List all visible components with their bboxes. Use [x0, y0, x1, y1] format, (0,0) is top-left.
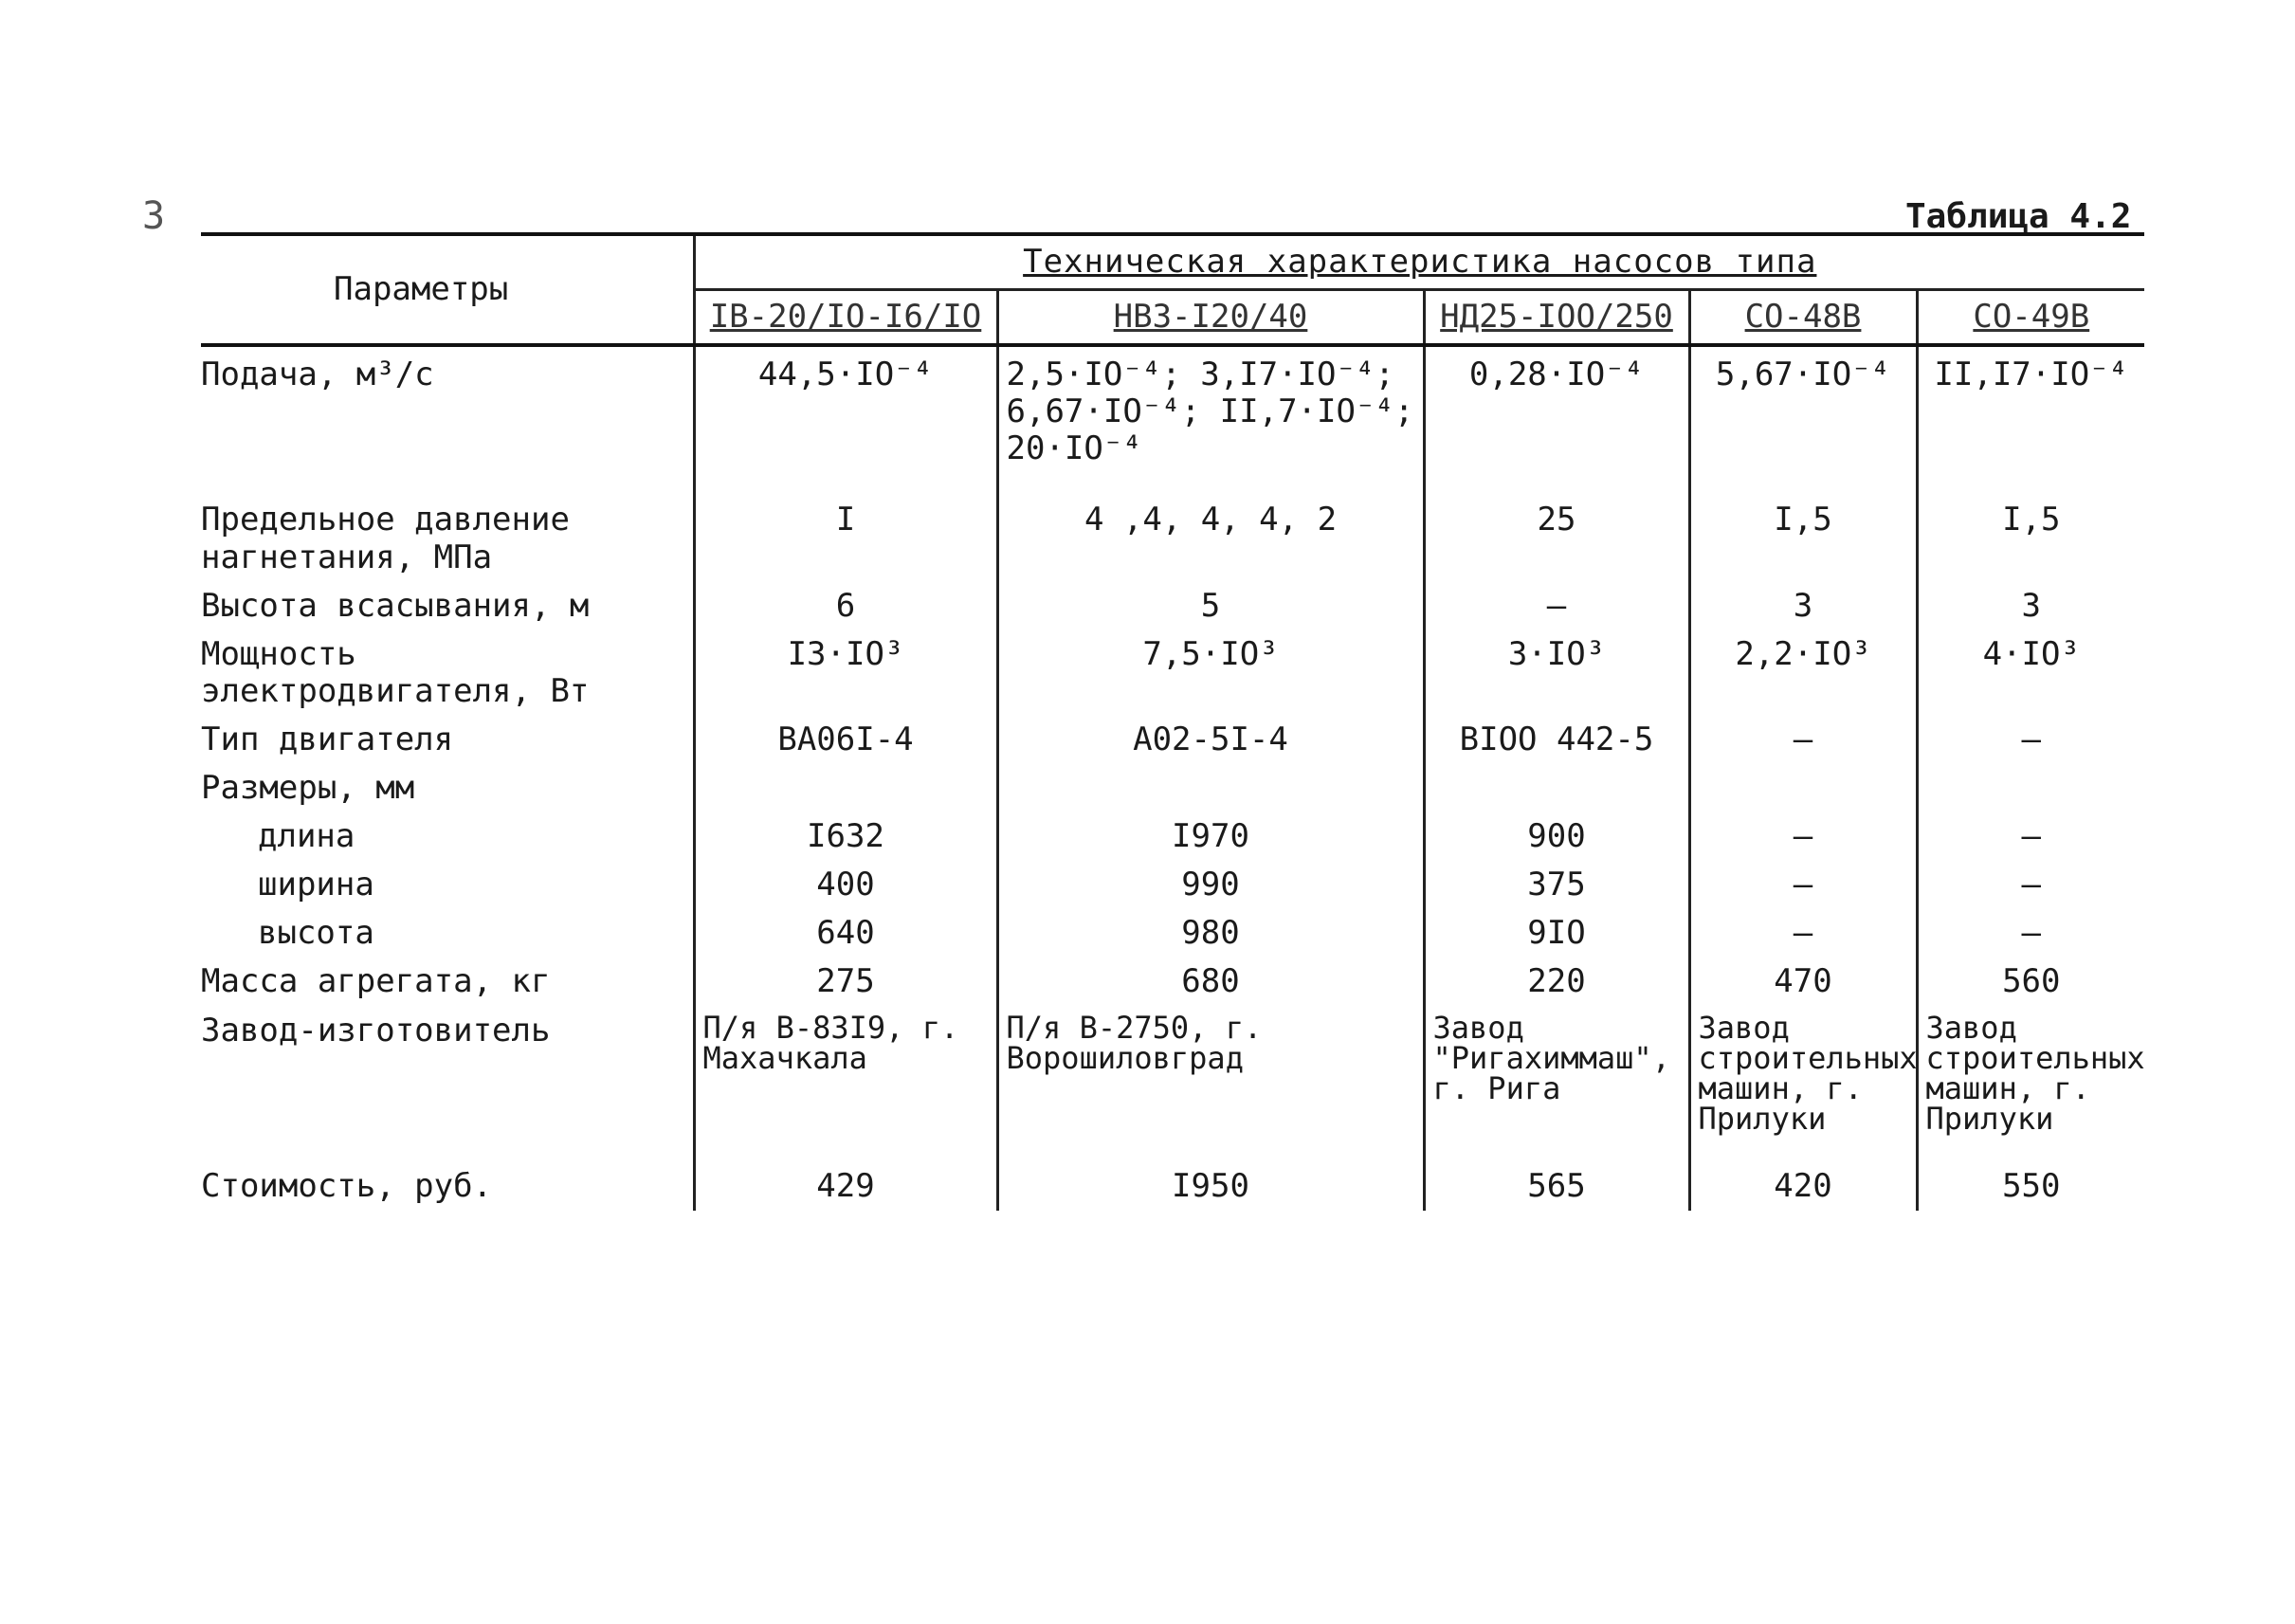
param-label: Масса агрегата, кг: [201, 962, 551, 1001]
table-cell: –: [1917, 812, 2144, 861]
param-column-header: Параметры: [201, 234, 694, 345]
model-header: НВЗ-I20/40: [997, 290, 1424, 346]
table-cell: [997, 764, 1424, 812]
table-cell: 3: [1689, 582, 1917, 630]
table-row: [201, 1007, 2144, 1162]
table-cell: 560: [1917, 958, 2144, 1006]
table-cell: [694, 764, 997, 812]
table-cell: –: [1917, 716, 2144, 764]
table-cell: 44,5·IО⁻⁴: [694, 345, 997, 496]
table-row: [201, 496, 2144, 581]
table-cell: I3·IО³: [694, 630, 997, 716]
table-cell: I632: [694, 812, 997, 861]
table-cell: 6: [694, 582, 997, 630]
table-cell: –: [1917, 909, 2144, 958]
table-cell: –: [1689, 812, 1917, 861]
model-header: СО-48В: [1689, 290, 1917, 346]
table-cell: 4·IО³: [1917, 630, 2144, 716]
table-cell: ВА06I-4: [694, 716, 997, 764]
table-cell: 990: [997, 861, 1424, 909]
table-cell: 7,5·IО³: [997, 630, 1424, 716]
table-cell: П/я В-2750, г. Ворошиловград: [997, 1007, 1424, 1162]
table-cell: 9IО: [1424, 909, 1689, 958]
table-row: [201, 764, 2144, 812]
table-cell: 900: [1424, 812, 1689, 861]
param-label: Размеры, мм: [201, 769, 415, 808]
param-label: Тип двигателя: [201, 720, 454, 758]
table-cell: I950: [997, 1162, 1424, 1211]
table-cell: 4 ,4, 4, 4, 2: [997, 496, 1424, 581]
table-row: [201, 861, 2144, 909]
group-header: Техническая характеристика насосов типа: [694, 234, 2144, 290]
table-row: [201, 1162, 2144, 1211]
table-cell: 429: [694, 1162, 997, 1211]
table-cell: 550: [1917, 1162, 2144, 1211]
table-cell: –: [1689, 716, 1917, 764]
table-caption: Таблица 4.2: [1905, 197, 2132, 236]
table-row: [201, 345, 2144, 496]
param-label: Завод-изготовитель: [201, 1011, 551, 1049]
param-label: Стоимость, руб.: [201, 1166, 493, 1205]
table-row: [201, 958, 2144, 1006]
table-cell: [1689, 764, 1917, 812]
param-label: Мощность электродвигателя, Вт: [201, 634, 590, 710]
table-cell: 2,5·IО⁻⁴; 3,I7·IО⁻⁴; 6,67·IО⁻⁴; II,7·IО⁻⁴; 20·IО⁻⁴: [997, 345, 1424, 496]
param-label: Подача, м³/с: [201, 356, 434, 394]
table-cell: 640: [694, 909, 997, 958]
table-cell: 5: [997, 582, 1424, 630]
table-cell: [1424, 764, 1689, 812]
table-cell: 980: [997, 909, 1424, 958]
table-row: [201, 909, 2144, 958]
table-cell: –: [1424, 582, 1689, 630]
table-cell: 680: [997, 958, 1424, 1006]
model-header: IВ-20/IО-I6/IО: [694, 290, 997, 346]
table-row: [201, 582, 2144, 630]
table-row: [201, 716, 2144, 764]
table-cell: I,5: [1917, 496, 2144, 581]
table-cell: 2,2·IО³: [1689, 630, 1917, 716]
table-cell: 275: [694, 958, 997, 1006]
table-cell: Завод "Ригахиммаш", г. Рига: [1424, 1007, 1689, 1162]
table-cell: 220: [1424, 958, 1689, 1006]
param-label: длина: [258, 817, 355, 856]
table-cell: I,5: [1689, 496, 1917, 581]
param-label: высота: [258, 914, 374, 953]
table-cell: –: [1689, 909, 1917, 958]
table-cell: 565: [1424, 1162, 1689, 1211]
table-cell: –: [1689, 861, 1917, 909]
header-row-group: [201, 234, 2144, 290]
pump-spec-table: [201, 232, 2144, 1211]
table-cell: I: [694, 496, 997, 581]
table-cell: 400: [694, 861, 997, 909]
page-mark: 3: [142, 194, 166, 238]
model-header: НД25-IОО/250: [1424, 290, 1689, 346]
table-cell: 420: [1689, 1162, 1917, 1211]
table-cell: Завод строительных машин, г. Прилуки: [1689, 1007, 1917, 1162]
table-row: [201, 812, 2144, 861]
param-label: ширина: [258, 866, 374, 904]
table-cell: 375: [1424, 861, 1689, 909]
table-cell: П/я В-83I9, г. Махачкала: [694, 1007, 997, 1162]
table-cell: 3·IО³: [1424, 630, 1689, 716]
param-label: Предельное давление нагнетания, МПа: [201, 501, 570, 576]
table-cell: 5,67·IО⁻⁴: [1689, 345, 1917, 496]
table-cell: 0,28·IО⁻⁴: [1424, 345, 1689, 496]
table-cell: I970: [997, 812, 1424, 861]
table-cell: 470: [1689, 958, 1917, 1006]
table-cell: 3: [1917, 582, 2144, 630]
table-cell: [1917, 764, 2144, 812]
table-cell: А02-5I-4: [997, 716, 1424, 764]
model-header: СО-49В: [1917, 290, 2144, 346]
table-cell: Завод строительных машин, г. Прилуки: [1917, 1007, 2144, 1162]
table-cell: II,I7·IО⁻⁴: [1917, 345, 2144, 496]
table-cell: 25: [1424, 496, 1689, 581]
table-cell: ВIОО 442-5: [1424, 716, 1689, 764]
table-cell: –: [1917, 861, 2144, 909]
param-label: Высота всасывания, м: [201, 586, 590, 625]
table-row: [201, 630, 2144, 716]
